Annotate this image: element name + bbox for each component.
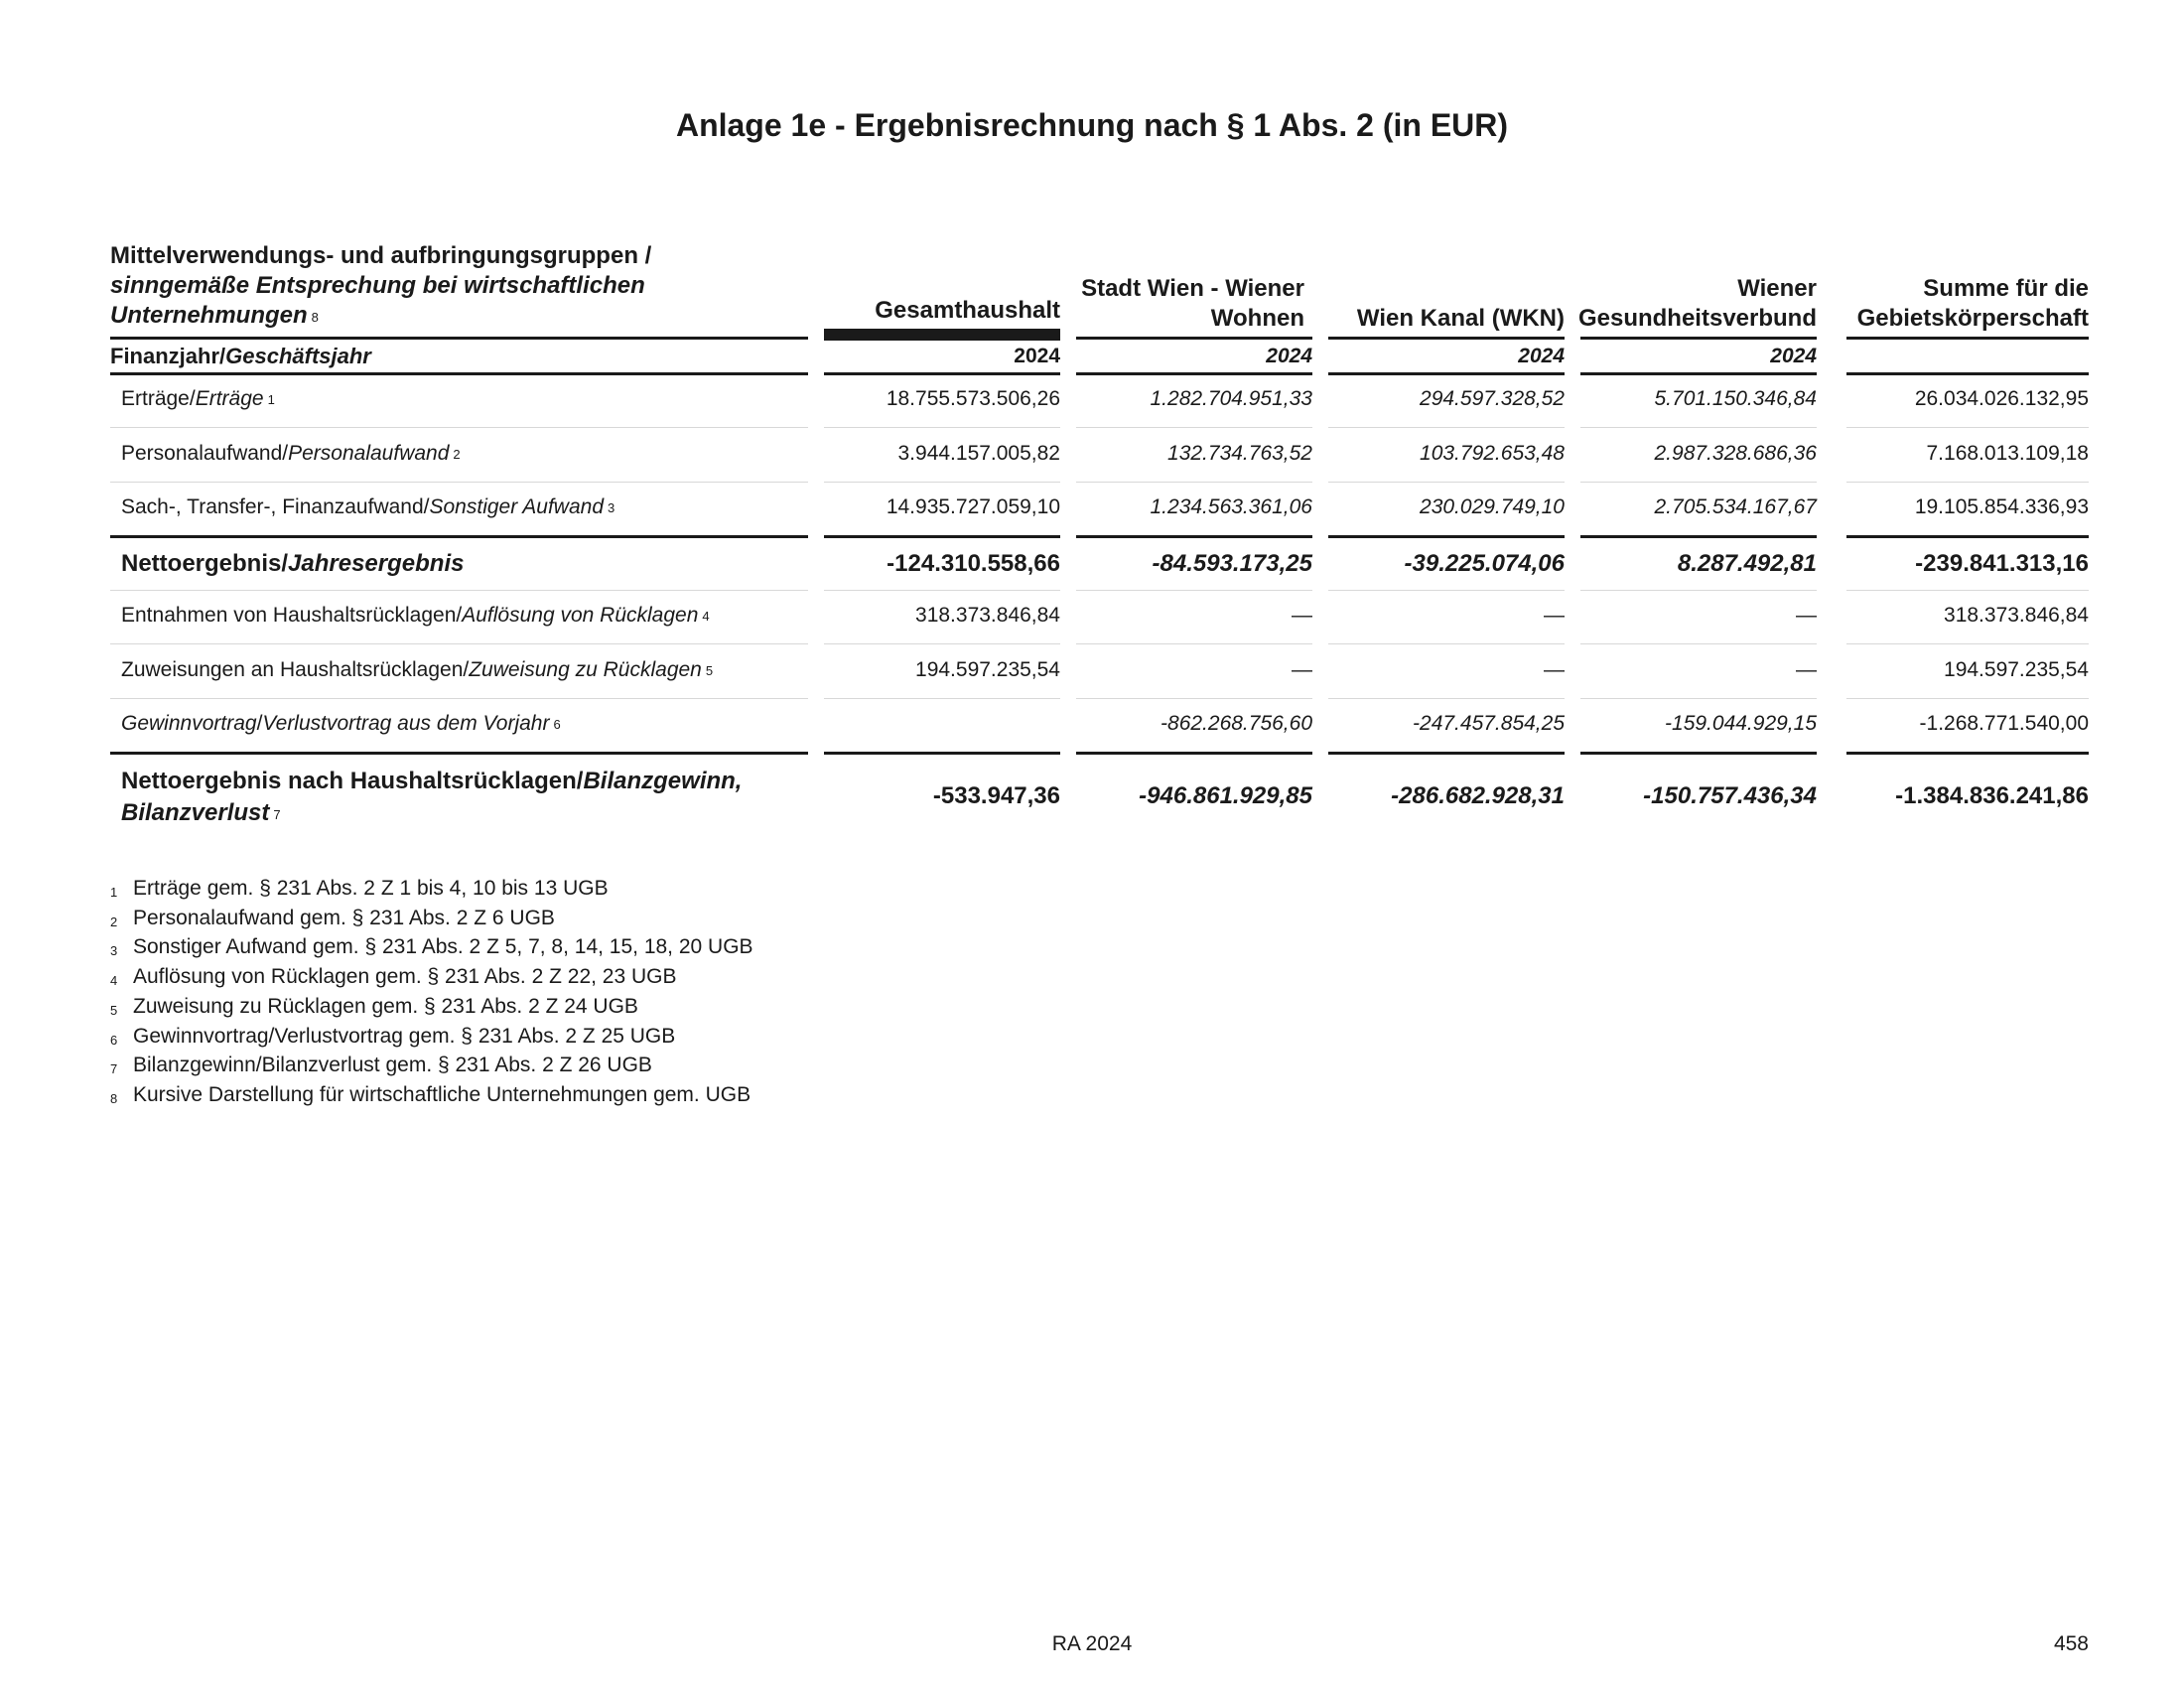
header-col-summe: Summe für die Gebietskörperschaft (1856, 275, 2089, 332)
footnote (110, 964, 753, 994)
row-separator (1846, 590, 2089, 591)
row-separator (1076, 427, 1312, 428)
row-label-main: Nettoergebnis (121, 550, 282, 577)
cell-value: -159.044.929,15 (1665, 712, 1817, 735)
header-col-gesundheitsverbund: Wiener Gesundheitsverbund (1577, 275, 1817, 332)
row-separator (110, 643, 808, 644)
footnote-number: 1 (110, 885, 118, 900)
year-col-4: 2024 (1770, 345, 1817, 367)
row-separator (1580, 698, 1817, 699)
cell-value: 294.597.328,52 (1420, 387, 1565, 410)
cell-value: — (1796, 604, 1817, 627)
footnote (110, 994, 753, 1024)
year-col-2: 2024 (1266, 345, 1312, 367)
header-col-wien-kanal: Wien Kanal (WKN) (1356, 305, 1565, 332)
row-rule (824, 535, 1060, 538)
row-rule (1846, 535, 2089, 538)
row-label-alt: Zuweisung zu Rücklagen (469, 658, 702, 681)
year-row-label: Finanzjahr/Geschäftsjahr (110, 344, 371, 368)
row-separator (1580, 427, 1817, 428)
footnote-text: Sonstiger Aufwand gem. § 231 Abs. 2 Z 5, 7, 8, 14, 15, 18, 20 UGB (133, 935, 753, 959)
cell-value: 230.029.749,10 (1420, 495, 1565, 518)
year-rule (110, 372, 808, 375)
cell-value: 14.935.727.059,10 (886, 495, 1060, 518)
cell-value: 3.944.157.005,82 (897, 442, 1060, 465)
row-label-main: Entnahmen von Haushaltsrücklagen (121, 604, 457, 627)
row-label: Sach-, Transfer-, Finanzaufwand/Sonstiger Aufwand 3 (121, 495, 615, 518)
footnote (110, 906, 753, 935)
row-label: Erträge/Erträge 1 (121, 387, 275, 410)
row-separator (1328, 427, 1565, 428)
row-separator (1076, 482, 1312, 483)
footnote-number: 2 (110, 914, 118, 929)
row-separator (1076, 698, 1312, 699)
row-label-alt: Auflösung von Rücklagen (462, 604, 699, 627)
cell-value: — (1292, 658, 1312, 681)
cell-value: 318.373.846,84 (1944, 604, 2089, 627)
footnote-number: 8 (110, 1090, 118, 1106)
cell-value: 19.105.854.336,93 (1914, 495, 2089, 518)
row-rule (1076, 752, 1312, 755)
footnote (110, 1053, 753, 1082)
cell-value: -286.682.928,31 (1391, 782, 1565, 809)
cell-value: -946.861.929,85 (1139, 782, 1312, 809)
row-separator (824, 643, 1060, 644)
row-separator (1328, 590, 1565, 591)
row-separator (1580, 590, 1817, 591)
footnote-number: 6 (110, 1032, 118, 1048)
footer-report-label: RA 2024 (1051, 1632, 1133, 1655)
row-separator (110, 482, 808, 483)
row-rule (1580, 535, 1817, 538)
year-col-3: 2024 (1518, 345, 1565, 367)
row-separator (1328, 482, 1565, 483)
cell-value: -247.457.854,25 (1413, 712, 1565, 735)
footnote-number: 3 (110, 943, 118, 959)
header-rule (1076, 337, 1312, 340)
cell-value: 7.168.013.109,18 (1926, 442, 2089, 465)
footnote (110, 1024, 753, 1054)
row-separator (1846, 643, 2089, 644)
year-col-5 (1846, 341, 2089, 372)
row-separator (110, 590, 808, 591)
header-rule (1580, 337, 1817, 340)
row-separator (1846, 482, 2089, 483)
row-label: Nettoergebnis/Jahresergebnis (121, 550, 465, 577)
row-rule (1076, 535, 1312, 538)
header-rule (110, 337, 808, 340)
row-rule (1328, 535, 1565, 538)
header-label-line1: Mittelverwendungs- und aufbringungsgruppen / (110, 242, 652, 269)
row-rule (110, 535, 808, 538)
row-separator (1328, 643, 1565, 644)
row-label-main: Sach-, Transfer-, Finanzaufwand (121, 495, 424, 518)
cell-value: 132.734.763,52 (1167, 442, 1312, 465)
cell-value: — (1292, 604, 1312, 627)
footnotes (110, 876, 753, 1112)
header-highlight-bar (824, 329, 1060, 341)
header-footnote-mark: 8 (311, 310, 319, 325)
year-rule (1846, 372, 2089, 375)
year-rule (1580, 372, 1817, 375)
row-separator (824, 482, 1060, 483)
footnote-mark: 3 (608, 500, 615, 515)
cell-value: 2.987.328.686,36 (1654, 442, 1817, 465)
cell-value: -150.757.436,34 (1643, 782, 1817, 809)
footnote-mark: 5 (705, 663, 714, 678)
cell-value: 2.705.534.167,67 (1654, 495, 1817, 518)
row-label: Entnahmen von Haushaltsrücklagen/Auflösung von Rücklagen 4 (121, 604, 710, 627)
footnote (110, 876, 753, 906)
footnote-text: Erträge gem. § 231 Abs. 2 Z 1 bis 4, 10 bis 13 UGB (133, 877, 609, 900)
footnote-text: Auflösung von Rücklagen gem. § 231 Abs. 2 Z 22, 23 UGB (133, 965, 677, 989)
footnote-mark: 7 (273, 807, 281, 822)
row-label-alt: Jahresergebnis (288, 550, 465, 577)
cell-value: 1.234.563.361,06 (1150, 495, 1312, 518)
row-label: Gewinnvortrag/Verlustvortrag aus dem Vorjahr 6 (121, 712, 561, 735)
year-rule (824, 372, 1060, 375)
row-separator (1580, 482, 1817, 483)
cell-value: -1.268.771.540,00 (1919, 712, 2089, 735)
row-separator (824, 427, 1060, 428)
footnote-text: Zuweisung zu Rücklagen gem. § 231 Abs. 2 Z 24 UGB (133, 994, 638, 1018)
footnote-mark: 1 (267, 392, 275, 407)
row-label: Nettoergebnis nach Haushaltsrücklagen/Bilanzgewinn, Bilanzverlust 7 (121, 768, 743, 826)
cell-value: -39.225.074,06 (1404, 550, 1565, 577)
row-separator (1076, 643, 1312, 644)
cell-value: -1.384.836.241,86 (1895, 782, 2089, 809)
footnote-mark: 4 (702, 609, 710, 624)
header-rule (1846, 337, 2089, 340)
footnote-text: Kursive Darstellung für wirtschaftliche Unternehmungen gem. UGB (133, 1082, 751, 1106)
footnote-mark: 6 (553, 717, 561, 732)
cell-value: — (1544, 658, 1565, 681)
footnote-text: Personalaufwand gem. § 231 Abs. 2 Z 6 UGB (133, 906, 555, 929)
row-label: Personalaufwand/Personalaufwand 2 (121, 442, 461, 465)
footnote-text: Bilanzgewinn/Bilanzverlust gem. § 231 Abs. 2 Z 26 UGB (133, 1054, 652, 1077)
cell-value: -124.310.558,66 (887, 550, 1060, 577)
row-rule (1328, 752, 1565, 755)
header-col-wiener-wohnen: Stadt Wien - Wiener Wohnen (1081, 275, 1304, 332)
footnote-number: 4 (110, 973, 118, 989)
footnote-mark: 2 (453, 447, 461, 462)
year-label-alt: Geschäftsjahr (225, 344, 371, 368)
cell-value: -239.841.313,16 (1915, 550, 2089, 577)
row-separator (1846, 698, 2089, 699)
cell-value: 18.755.573.506,26 (886, 387, 1060, 410)
row-separator (1328, 698, 1565, 699)
cell-value: 26.034.026.132,95 (1914, 387, 2089, 410)
row-label-alt: Personalaufwand (288, 442, 450, 465)
row-rule (110, 752, 808, 755)
year-col-1: 2024 (1014, 345, 1060, 367)
cell-value: — (1796, 658, 1817, 681)
cell-value: 318.373.846,84 (915, 604, 1060, 627)
row-separator (110, 427, 808, 428)
footnote (110, 1082, 753, 1112)
cell-value: 8.287.492,81 (1677, 550, 1817, 577)
row-label-alt: Verlustvortrag aus dem Vorjahr (262, 712, 550, 735)
cell-value: 1.282.704.951,33 (1150, 387, 1312, 410)
footnote-number: 5 (110, 1002, 118, 1018)
footnote (110, 934, 753, 964)
cell-value: 103.792.653,48 (1420, 442, 1565, 465)
row-label-alt-line1: Bilanzgewinn, (583, 768, 743, 794)
row-separator (824, 590, 1060, 591)
year-label-main: Finanzjahr (110, 344, 220, 368)
page-number: 458 (2053, 1632, 2089, 1655)
year-rule (1076, 372, 1312, 375)
header-col-gesamthaushalt: Gesamthaushalt (875, 297, 1060, 324)
row-label-main: Nettoergebnis nach Haushaltsrücklagen (121, 768, 577, 794)
cell-value: — (1544, 604, 1565, 627)
cell-value: -862.268.756,60 (1160, 712, 1312, 735)
row-separator (824, 698, 1060, 699)
row-label: Zuweisungen an Haushaltsrücklagen/Zuweisung zu Rücklagen 5 (121, 658, 714, 681)
row-separator (1580, 643, 1817, 644)
cell-value: -533.947,36 (932, 782, 1060, 809)
row-label-main: Zuweisungen an Haushaltsrücklagen (121, 658, 464, 681)
header-label-column (110, 241, 808, 336)
footnote-text: Gewinnvortrag/Verlustvortrag gem. § 231 Abs. 2 Z 25 UGB (133, 1024, 676, 1048)
row-rule (1846, 752, 2089, 755)
row-rule (824, 752, 1060, 755)
row-label-main: Gewinnvortrag (121, 712, 257, 735)
row-separator (1846, 427, 2089, 428)
header-rule (1328, 337, 1565, 340)
row-label-alt: Erträge (195, 387, 264, 410)
row-label-main: Personalaufwand (121, 442, 283, 465)
row-rule (1580, 752, 1817, 755)
row-separator (110, 698, 808, 699)
cell-value: 194.597.235,54 (915, 658, 1060, 681)
header-label-line3: Unternehmungen (110, 302, 308, 329)
footnote-number: 7 (110, 1061, 118, 1077)
row-label-main: Erträge (121, 387, 190, 410)
header-label-line2: sinngemäße Entsprechung bei wirtschaftlichen (110, 272, 645, 299)
cell-value: 5.701.150.346,84 (1654, 387, 1817, 410)
row-label-alt-line2: Bilanzverlust (121, 799, 270, 826)
year-rule (1328, 372, 1565, 375)
row-label-alt: Sonstiger Aufwand (429, 495, 604, 518)
cell-value: 194.597.235,54 (1944, 658, 2089, 681)
row-separator (1076, 590, 1312, 591)
page-title: Anlage 1e - Ergebnisrechnung nach § 1 Abs. 2 (in EUR) (675, 107, 1509, 143)
cell-value: -84.593.173,25 (1152, 550, 1312, 577)
